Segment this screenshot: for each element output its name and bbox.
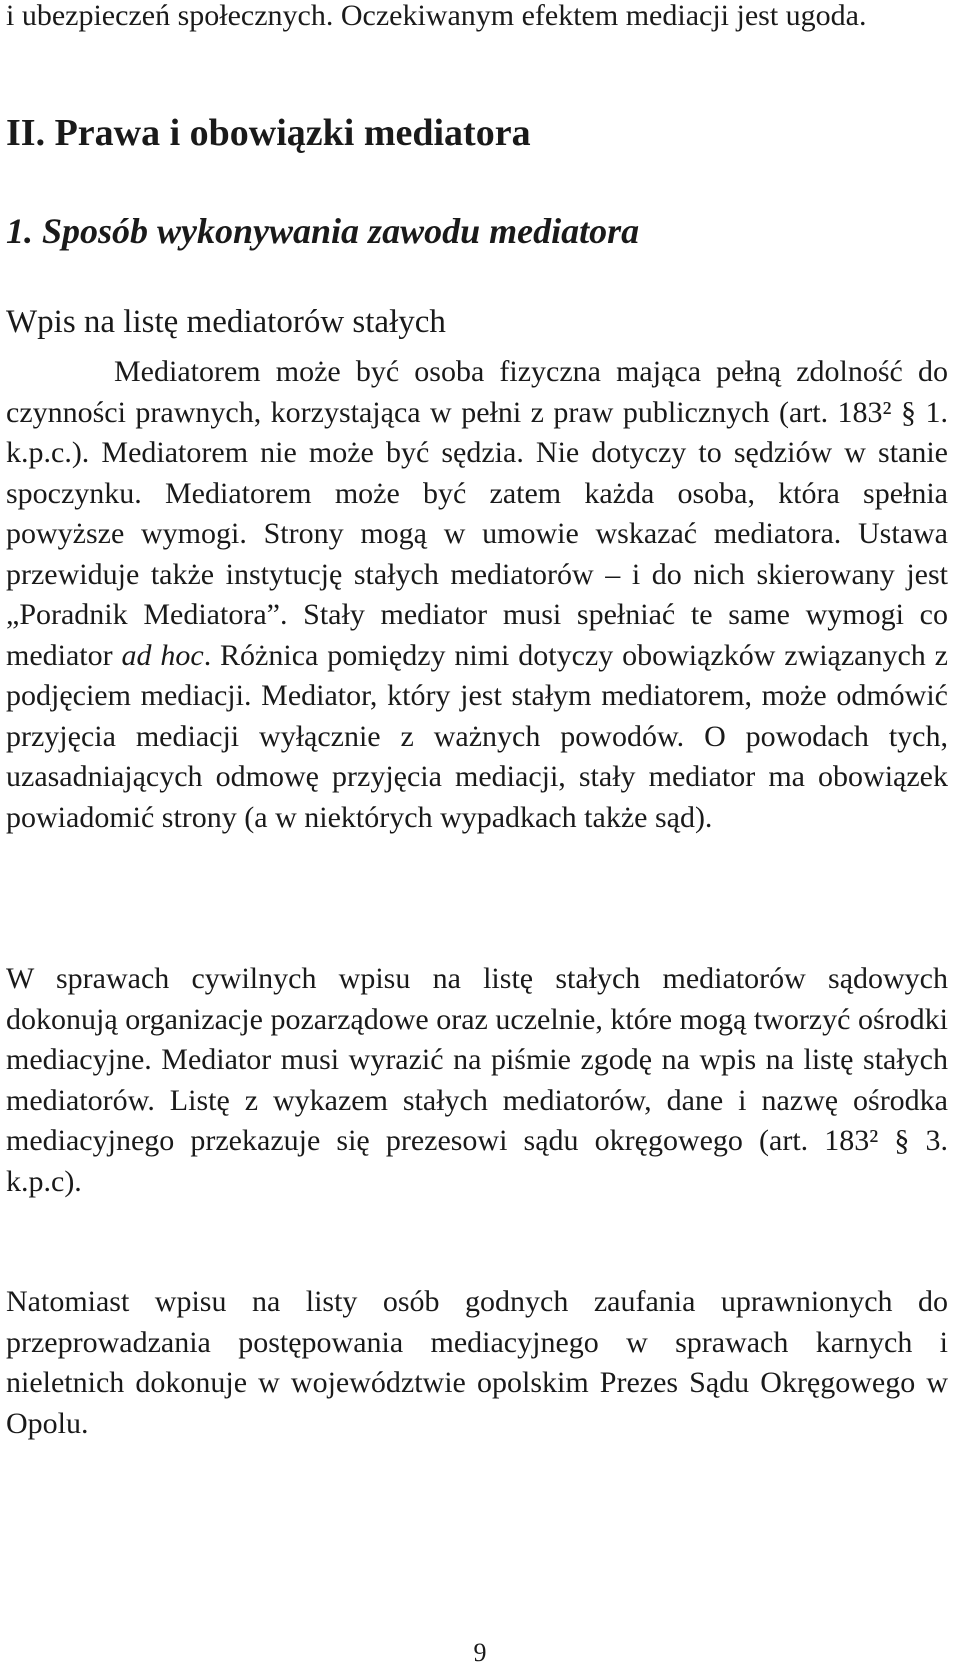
page-number: 9 xyxy=(473,1638,487,1667)
section-title: Sposób wykonywania zawodu mediatora xyxy=(42,211,640,251)
paragraph-text-part2: . Różnica pomiędzy nimi dotyczy obowiązków związanych z podjęciem mediacji. Mediator, który jest stałym mediatorem, może odmówić przyjęcia mediacji wyłącznie z ważnych powodów. O powodach tych, uzasadniających odmowę przyjęcia mediacji, stały mediator ma obowiązek powiadomić strony (a w niektórych wypadkach także sąd). xyxy=(6,638,948,834)
paragraph-text-part1: Mediatorem może być osoba fizyczna mająca pełną zdolność do czynności prawnych, korzystająca w pełni z praw publicznych (art. 183² § 1. k.p.c.). Mediatorem nie może być sędzia. Nie dotyczy to sędziów w stanie spoczynku. Mediatorem może być zatem każda osoba, która spełnia powyższe wymogi. Strony mogą w umowie wskazać mediatora. Ustawa przewiduje także instytucję stałych mediatorów – i do nich skierowany jest „Poradnik Mediatora”. Stały mediator musi spełniać te same wymogi co mediator xyxy=(6,355,948,672)
intro-paragraph: i ubezpieczeń społecznych. Oczekiwanym efektem mediacji jest ugoda. xyxy=(6,0,867,32)
chapter-heading xyxy=(6,110,948,156)
subsection-heading: Wpis na listę mediatorów stałych xyxy=(6,304,446,340)
ad-hoc-term: ad hoc xyxy=(121,638,204,672)
paragraph-mediator-requirements xyxy=(6,352,948,838)
chapter-title: Prawa i obowiązki mediatora xyxy=(54,112,531,154)
paragraph-criminal-cases: Natomiast wpisu na listy osób godnych zaufania uprawnionych do przeprowadzania postępowania mediacyjnego w sprawach karnych i nieletnich dokonuje w województwie opolskim Prezes Sądu Okręgowego w Opolu. xyxy=(6,1285,948,1440)
section-heading xyxy=(6,208,948,254)
chapter-number: II. xyxy=(6,112,46,154)
section-number: 1. xyxy=(6,211,33,251)
paragraph-civil-cases: W sprawach cywilnych wpisu na listę stałych mediatorów sądowych dokonują organizacje pozarządowe oraz uczelnie, które mogą tworzyć ośrodki mediacyjne. Mediator musi wyrazić na piśmie zgodę na wpis na listę stałych mediatorów. Listę z wykazem stałych mediatorów, dane i nazwę ośrodka mediacyjnego przekazuje się prezesowi sądu okręgowego (art. 183² § 3. k.p.c). xyxy=(6,962,948,1198)
